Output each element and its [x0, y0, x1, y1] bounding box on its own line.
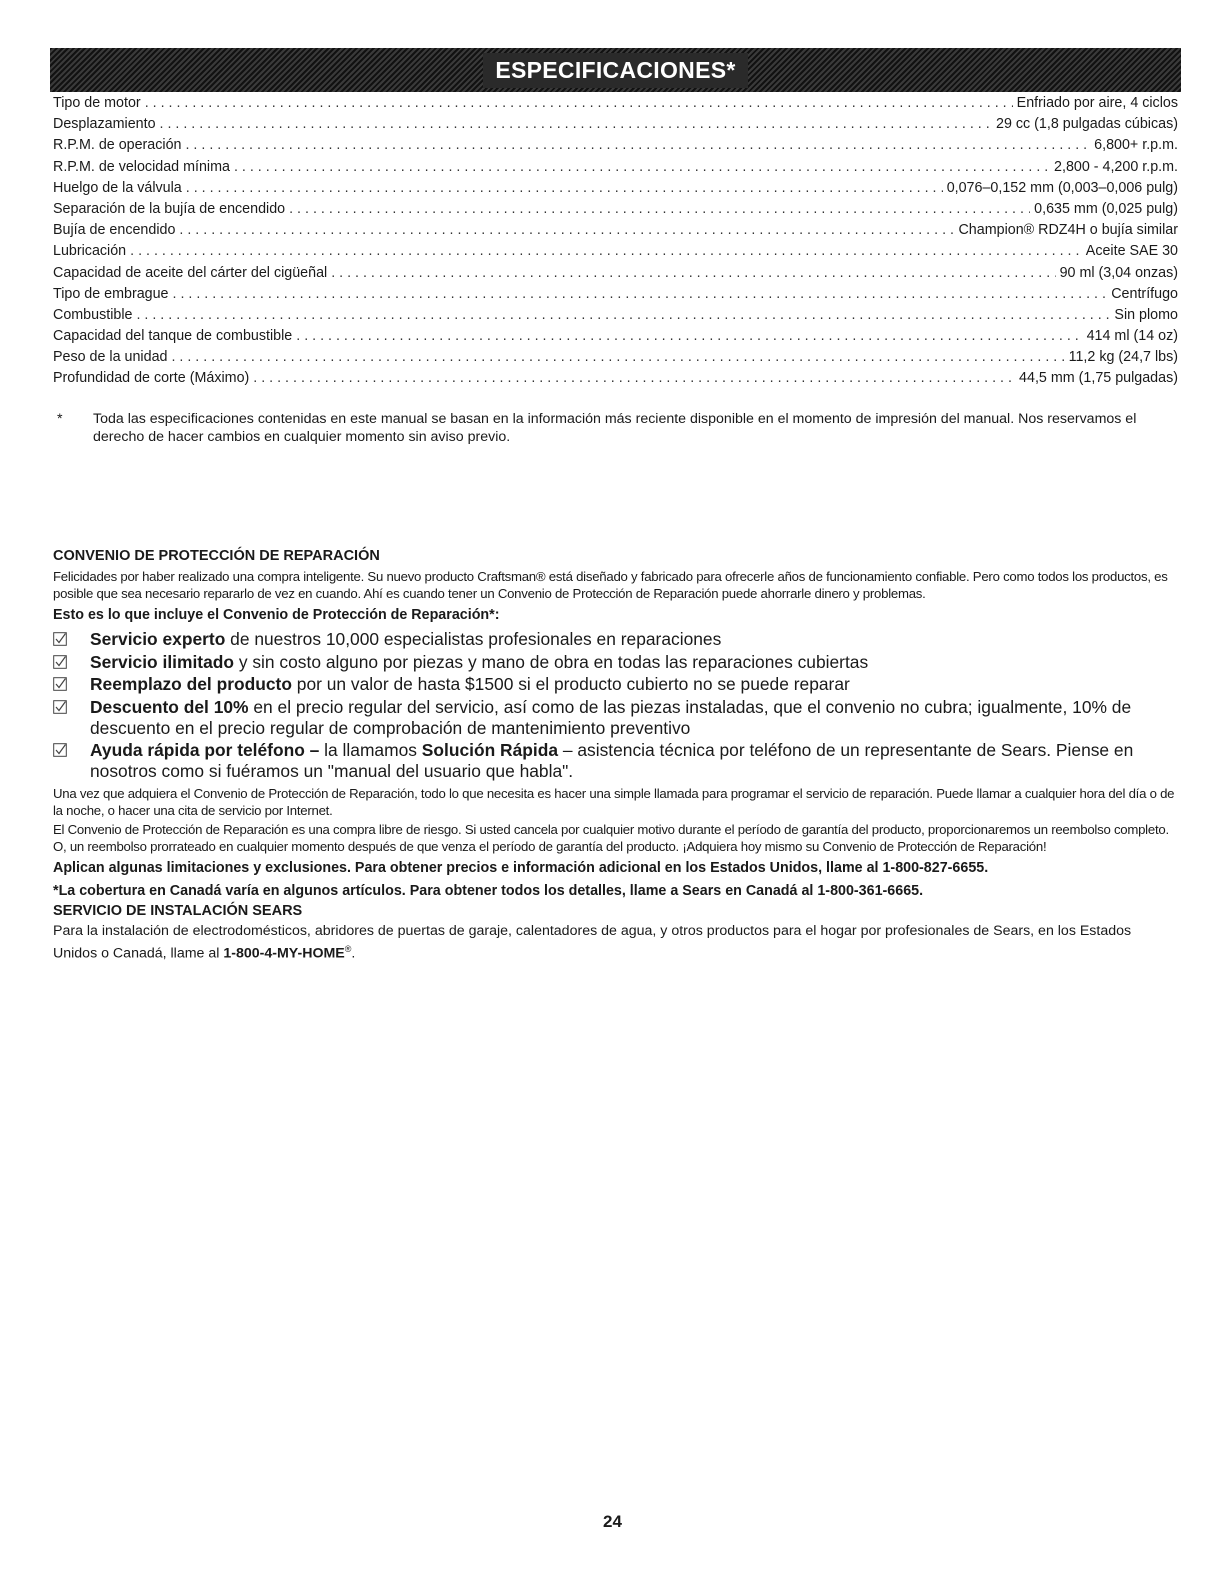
benefit-item	[53, 697, 1178, 739]
spec-leader-dots	[179, 222, 954, 238]
spec-value: 29 cc (1,8 pulgadas cúbicas)	[996, 116, 1178, 133]
spec-value: 44,5 mm (1,75 pulgadas)	[1019, 370, 1178, 387]
spec-value: Aceite SAE 30	[1085, 243, 1178, 260]
benefit-desc: por un valor de hasta $1500 si el producto cubierto no se puede reparar	[291, 674, 850, 694]
spec-value: Sin plomo	[1114, 306, 1178, 323]
spec-value: 6,800+ r.p.m.	[1094, 137, 1178, 154]
spec-leader-dots	[130, 243, 1082, 259]
spec-label: Capacidad del tanque de combustible	[53, 328, 293, 345]
spec-value: 0,635 mm (0,025 pulg)	[1034, 200, 1178, 217]
spec-label: Separación de la bujía de encendido	[53, 200, 286, 217]
benefit-desc: la llamamos	[319, 740, 422, 760]
includes-heading: Esto es lo que incluye el Convenio de Protección de Reparación*:	[53, 607, 500, 623]
installation-phone-mark: ®	[344, 943, 352, 954]
banner-title: ESPECIFICACIONES*	[483, 53, 747, 88]
installation-text	[53, 923, 1178, 963]
checkbox-checked-icon	[53, 629, 90, 650]
spec-leader-dots	[136, 307, 1110, 323]
checkbox-checked-icon	[53, 674, 90, 695]
spec-list	[53, 95, 1178, 392]
spec-leader-dots	[289, 201, 1030, 217]
benefit-desc: y sin costo alguno por piezas y mano de obra en todas las reparaciones cubiertas	[234, 651, 869, 672]
benefit-desc: en el precio regular del servicio, así como de las piezas instaladas, que el convenio no cubra; igualmente, 10% de descuento en el precio regular de comprobación de mantenimiento preventivo	[90, 696, 1132, 738]
benefit-bold: Ayuda rápida por teléfono –	[90, 740, 320, 760]
benefit-text	[90, 740, 1178, 782]
spec-value: 0,076–0,152 mm (0,003–0,006 pulg)	[946, 179, 1178, 196]
spec-row	[53, 307, 1178, 328]
spec-leader-dots	[171, 349, 1064, 365]
spec-label: Combustible	[53, 306, 133, 323]
spec-row	[53, 116, 1178, 137]
spec-row	[53, 159, 1178, 180]
benefit-bold-2: Solución Rápida	[421, 740, 559, 760]
installation-end: .	[351, 945, 356, 962]
spec-label: Bujía de encendido	[53, 222, 176, 239]
spec-label: Tipo de motor	[53, 95, 141, 111]
benefit-bold: Servicio experto	[90, 629, 226, 649]
spec-label: R.P.M. de velocidad mínima	[53, 158, 230, 175]
checkbox-checked-icon	[53, 743, 67, 757]
benefit-desc-2: – asistencia técnica por teléfono de un representante de Sears. Piense en nosotros como si fuéramos un "manual del usuario que habla".	[90, 740, 1134, 781]
benefit-item	[53, 652, 1178, 673]
spec-row	[53, 349, 1178, 370]
specifications-banner	[50, 48, 1181, 92]
checkbox-checked-icon	[53, 740, 90, 782]
spec-label: Peso de la unidad	[53, 349, 168, 366]
specifications-page	[53, 48, 1178, 446]
spec-label: R.P.M. de operación	[53, 137, 182, 154]
spec-row	[53, 137, 1178, 158]
checkbox-checked-icon	[53, 700, 67, 714]
spec-leader-dots	[185, 137, 1090, 153]
benefits-checklist	[53, 629, 1178, 782]
spec-row	[53, 95, 1178, 116]
repair-protection-section	[53, 546, 1178, 963]
spec-value: 2,800 - 4,200 r.p.m.	[1054, 158, 1178, 175]
spec-value: 11,2 kg (24,7 lbs)	[1068, 349, 1178, 366]
checkbox-checked-icon	[53, 697, 90, 739]
spec-row	[53, 265, 1178, 286]
benefit-desc: de nuestros 10,000 especialistas profesionales en reparaciones	[225, 629, 722, 649]
benefit-text	[90, 697, 1178, 739]
protection-para-3: El Convenio de Protección de Reparación es una compra libre de riesgo. Si usted cancela por cualquier motivo durante el período de garantía del producto, proporcionaremos un reembolso completo. O, un reembolso prorrateado en cualquier momento después de que venza el período de garantía del producto. ¡Adquiera hoy mismo su Convenio de Protección de Reparación!	[53, 822, 1169, 854]
spec-row	[53, 180, 1178, 201]
spec-label: Huelgo de la válvula	[53, 179, 182, 196]
canada-coverage-line: *La cobertura en Canadá varía en algunos artículos. Para obtener todos los detalles, llame a Sears en Canadá al 1-800-361-6665.	[53, 883, 924, 899]
footnote-text: Toda las especificaciones contenidas en este manual se basan en la información más reciente disponible en el momento de impresión del manual. Nos reservamos el derecho de hacer cambios en cualquier momento sin aviso previo.	[93, 410, 1137, 445]
benefit-text	[90, 652, 1178, 673]
spec-value: 90 ml (3,04 onzas)	[1059, 264, 1178, 281]
benefit-text	[90, 674, 1178, 695]
spec-leader-dots	[234, 159, 1050, 175]
benefit-item	[53, 740, 1178, 782]
checkbox-checked-icon	[53, 677, 67, 691]
spec-row	[53, 243, 1178, 264]
spec-leader-dots	[253, 370, 1015, 386]
benefit-item	[53, 674, 1178, 695]
spec-label: Lubricación	[53, 243, 127, 260]
spec-value: Enfriado por aire, 4 ciclos	[1016, 95, 1178, 111]
protection-para-2: Una vez que adquiera el Convenio de Protección de Reparación, todo lo que necesita es hacer una simple llamada para programar el servicio de reparación. Puede llamar a cualquier hora del día o de la noche, o hacer una cita de servicio por Internet.	[53, 786, 1175, 818]
spec-row	[53, 201, 1178, 222]
page-number: 24	[603, 1512, 622, 1531]
protection-intro: Felicidades por haber realizado una compra inteligente. Su nuevo producto Craftsman® está diseñado y fabricado para ofrecerle años de funcionamiento confiable. Pero como todos los productos, es posible que sea necesario repararlo de vez en cuando. Ahí es cuando tener un Convenio de Protección de Reparación puede ahorrarle dinero y problemas.	[53, 569, 1168, 601]
spec-leader-dots	[331, 265, 1055, 281]
spec-leader-dots	[145, 95, 1013, 111]
spec-value: Champion® RDZ4H o bujía similar	[958, 222, 1178, 239]
spec-label: Capacidad de aceite del cárter del cigüeñal	[53, 264, 328, 281]
spec-leader-dots	[160, 116, 992, 132]
checkbox-checked-icon	[53, 632, 67, 646]
protection-title: CONVENIO DE PROTECCIÓN DE REPARACIÓN	[53, 548, 380, 564]
spec-row	[53, 370, 1178, 391]
spec-leader-dots	[186, 180, 943, 196]
spec-label: Tipo de embrague	[53, 285, 169, 302]
spec-leader-dots	[296, 328, 1082, 344]
footnote-mark: *	[57, 410, 63, 427]
installation-body: Para la instalación de electrodomésticos, abridores de puertas de garaje, calentadores de agua, y otros productos para el hogar por profesionales de Sears, en los Estados Unidos o Canadá, llame al	[53, 923, 1132, 962]
installation-title: SERVICIO DE INSTALACIÓN SEARS	[53, 903, 303, 919]
spec-label: Profundidad de corte (Máximo)	[53, 370, 250, 387]
benefit-bold: Reemplazo del producto	[90, 674, 292, 694]
checkbox-checked-icon	[53, 652, 90, 673]
spec-row	[53, 328, 1178, 349]
spec-label: Desplazamiento	[53, 116, 156, 133]
limitations-line: Aplican algunas limitaciones y exclusiones. Para obtener precios e información adicional en los Estados Unidos, llame al 1-800-827-6655.	[53, 860, 989, 876]
checkbox-checked-icon	[53, 655, 67, 669]
spec-value: Centrífugo	[1111, 285, 1178, 302]
spec-row	[53, 286, 1178, 307]
spec-leader-dots	[173, 286, 1108, 302]
spec-value: 414 ml (14 oz)	[1086, 328, 1178, 345]
spec-footnote	[53, 410, 1178, 446]
benefit-item	[53, 629, 1178, 650]
benefit-bold: Servicio ilimitado	[90, 651, 234, 672]
benefit-bold: Descuento del 10%	[90, 696, 249, 717]
benefit-text	[90, 629, 1178, 650]
spec-row	[53, 222, 1178, 243]
installation-phone: 1-800-4-MY-HOME	[223, 945, 345, 962]
